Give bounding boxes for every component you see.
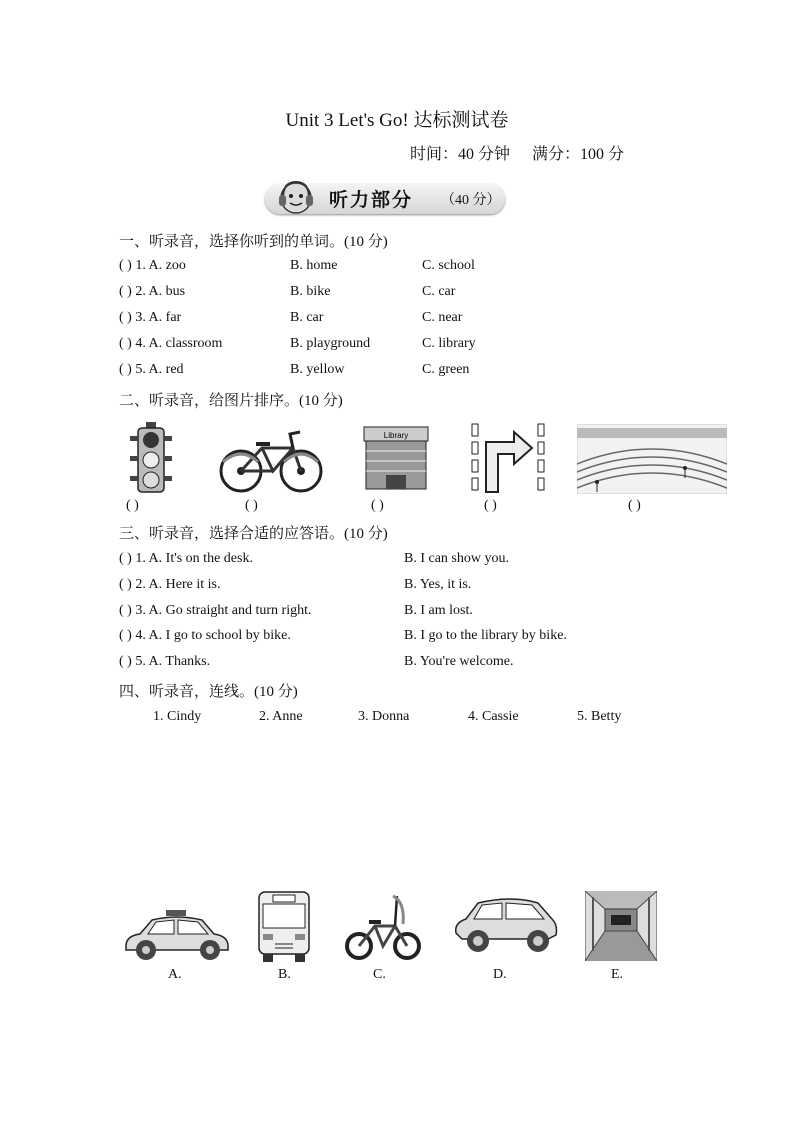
name-anne[interactable]: 2. Anne	[259, 709, 303, 724]
bicycle-picture	[218, 424, 324, 494]
time-limit: 时间：40 分钟	[410, 146, 511, 163]
letter-d[interactable]: D.	[493, 967, 507, 982]
order-blank-3[interactable]: ( )	[371, 498, 384, 513]
option-c[interactable]: C. green	[422, 362, 470, 377]
order-blank-2[interactable]: ( )	[245, 498, 258, 513]
section4-heading: 四、听录音，连线。(10 分)	[119, 684, 298, 700]
option-b[interactable]: B. I can show you.	[404, 551, 509, 566]
letter-e[interactable]: E.	[611, 967, 624, 982]
option-b[interactable]: B. Yes, it is.	[404, 577, 472, 592]
turn-right-sign-picture	[470, 420, 550, 494]
question-stem[interactable]: ( ) 3. A. Go straight and turn right.	[119, 603, 312, 618]
question-stem[interactable]: ( ) 1. A. It's on the desk.	[119, 551, 253, 566]
option-b[interactable]: B. car	[290, 310, 324, 325]
letter-c[interactable]: C.	[373, 967, 386, 982]
page-title: Unit 3 Let's Go! 达标测试卷	[285, 110, 509, 131]
letter-a[interactable]: A.	[168, 967, 182, 982]
headphones-character-icon	[275, 176, 317, 218]
question-stem[interactable]: ( ) 2. A. Here it is.	[119, 577, 221, 592]
name-betty[interactable]: 5. Betty	[577, 709, 622, 724]
question-stem[interactable]: ( ) 4. A. classroom	[119, 336, 223, 351]
car-picture	[452, 893, 560, 959]
name-donna[interactable]: 3. Donna	[358, 709, 410, 724]
option-b[interactable]: B. bike	[290, 284, 331, 299]
name-cindy[interactable]: 1. Cindy	[153, 709, 202, 724]
option-b[interactable]: B. playground	[290, 336, 371, 351]
traffic-light-picture	[128, 422, 174, 494]
question-stem[interactable]: ( ) 2. A. bus	[119, 284, 186, 299]
question-stem[interactable]: ( ) 3. A. far	[119, 310, 182, 325]
running-track-picture	[577, 424, 727, 494]
listening-banner	[265, 178, 505, 216]
option-c[interactable]: C. library	[422, 336, 476, 351]
banner-label: 听力部分	[329, 189, 414, 211]
letter-b[interactable]: B.	[278, 967, 291, 982]
library-picture	[362, 421, 430, 491]
section2-heading: 二、听录音，给图片排序。(10 分)	[119, 393, 343, 409]
name-cassie[interactable]: 4. Cassie	[468, 709, 519, 724]
option-c[interactable]: C. near	[422, 310, 463, 325]
order-blank-1[interactable]: ( )	[126, 498, 139, 513]
full-score: 满分：100 分	[532, 146, 625, 163]
section3-heading: 三、听录音，选择合适的应答语。(10 分)	[119, 526, 388, 542]
order-blank-5[interactable]: ( )	[628, 498, 641, 513]
banner-points: （40 分）	[441, 193, 501, 208]
subway-station-picture	[585, 891, 657, 961]
question-stem[interactable]: ( ) 5. A. Thanks.	[119, 654, 211, 669]
option-b[interactable]: B. home	[290, 258, 338, 273]
option-b[interactable]: B. You're welcome.	[404, 654, 514, 669]
question-stem[interactable]: ( ) 1. A. zoo	[119, 258, 186, 273]
taxi-picture	[122, 906, 232, 962]
scooter-bike-picture	[345, 890, 421, 962]
question-stem[interactable]: ( ) 5. A. red	[119, 362, 184, 377]
question-stem[interactable]: ( ) 4. A. I go to school by bike.	[119, 628, 291, 643]
option-b[interactable]: B. I go to the library by bike.	[404, 628, 567, 643]
exam-meta	[410, 141, 642, 164]
option-b[interactable]: B. yellow	[290, 362, 345, 377]
option-c[interactable]: C. car	[422, 284, 456, 299]
bus-picture	[255, 890, 313, 962]
option-c[interactable]: C. school	[422, 258, 475, 273]
library-sign: Library	[383, 431, 409, 440]
section1-heading: 一、听录音，选择你听到的单词。(10 分)	[119, 234, 388, 250]
option-b[interactable]: B. I am lost.	[404, 603, 473, 618]
order-blank-4[interactable]: ( )	[484, 498, 497, 513]
